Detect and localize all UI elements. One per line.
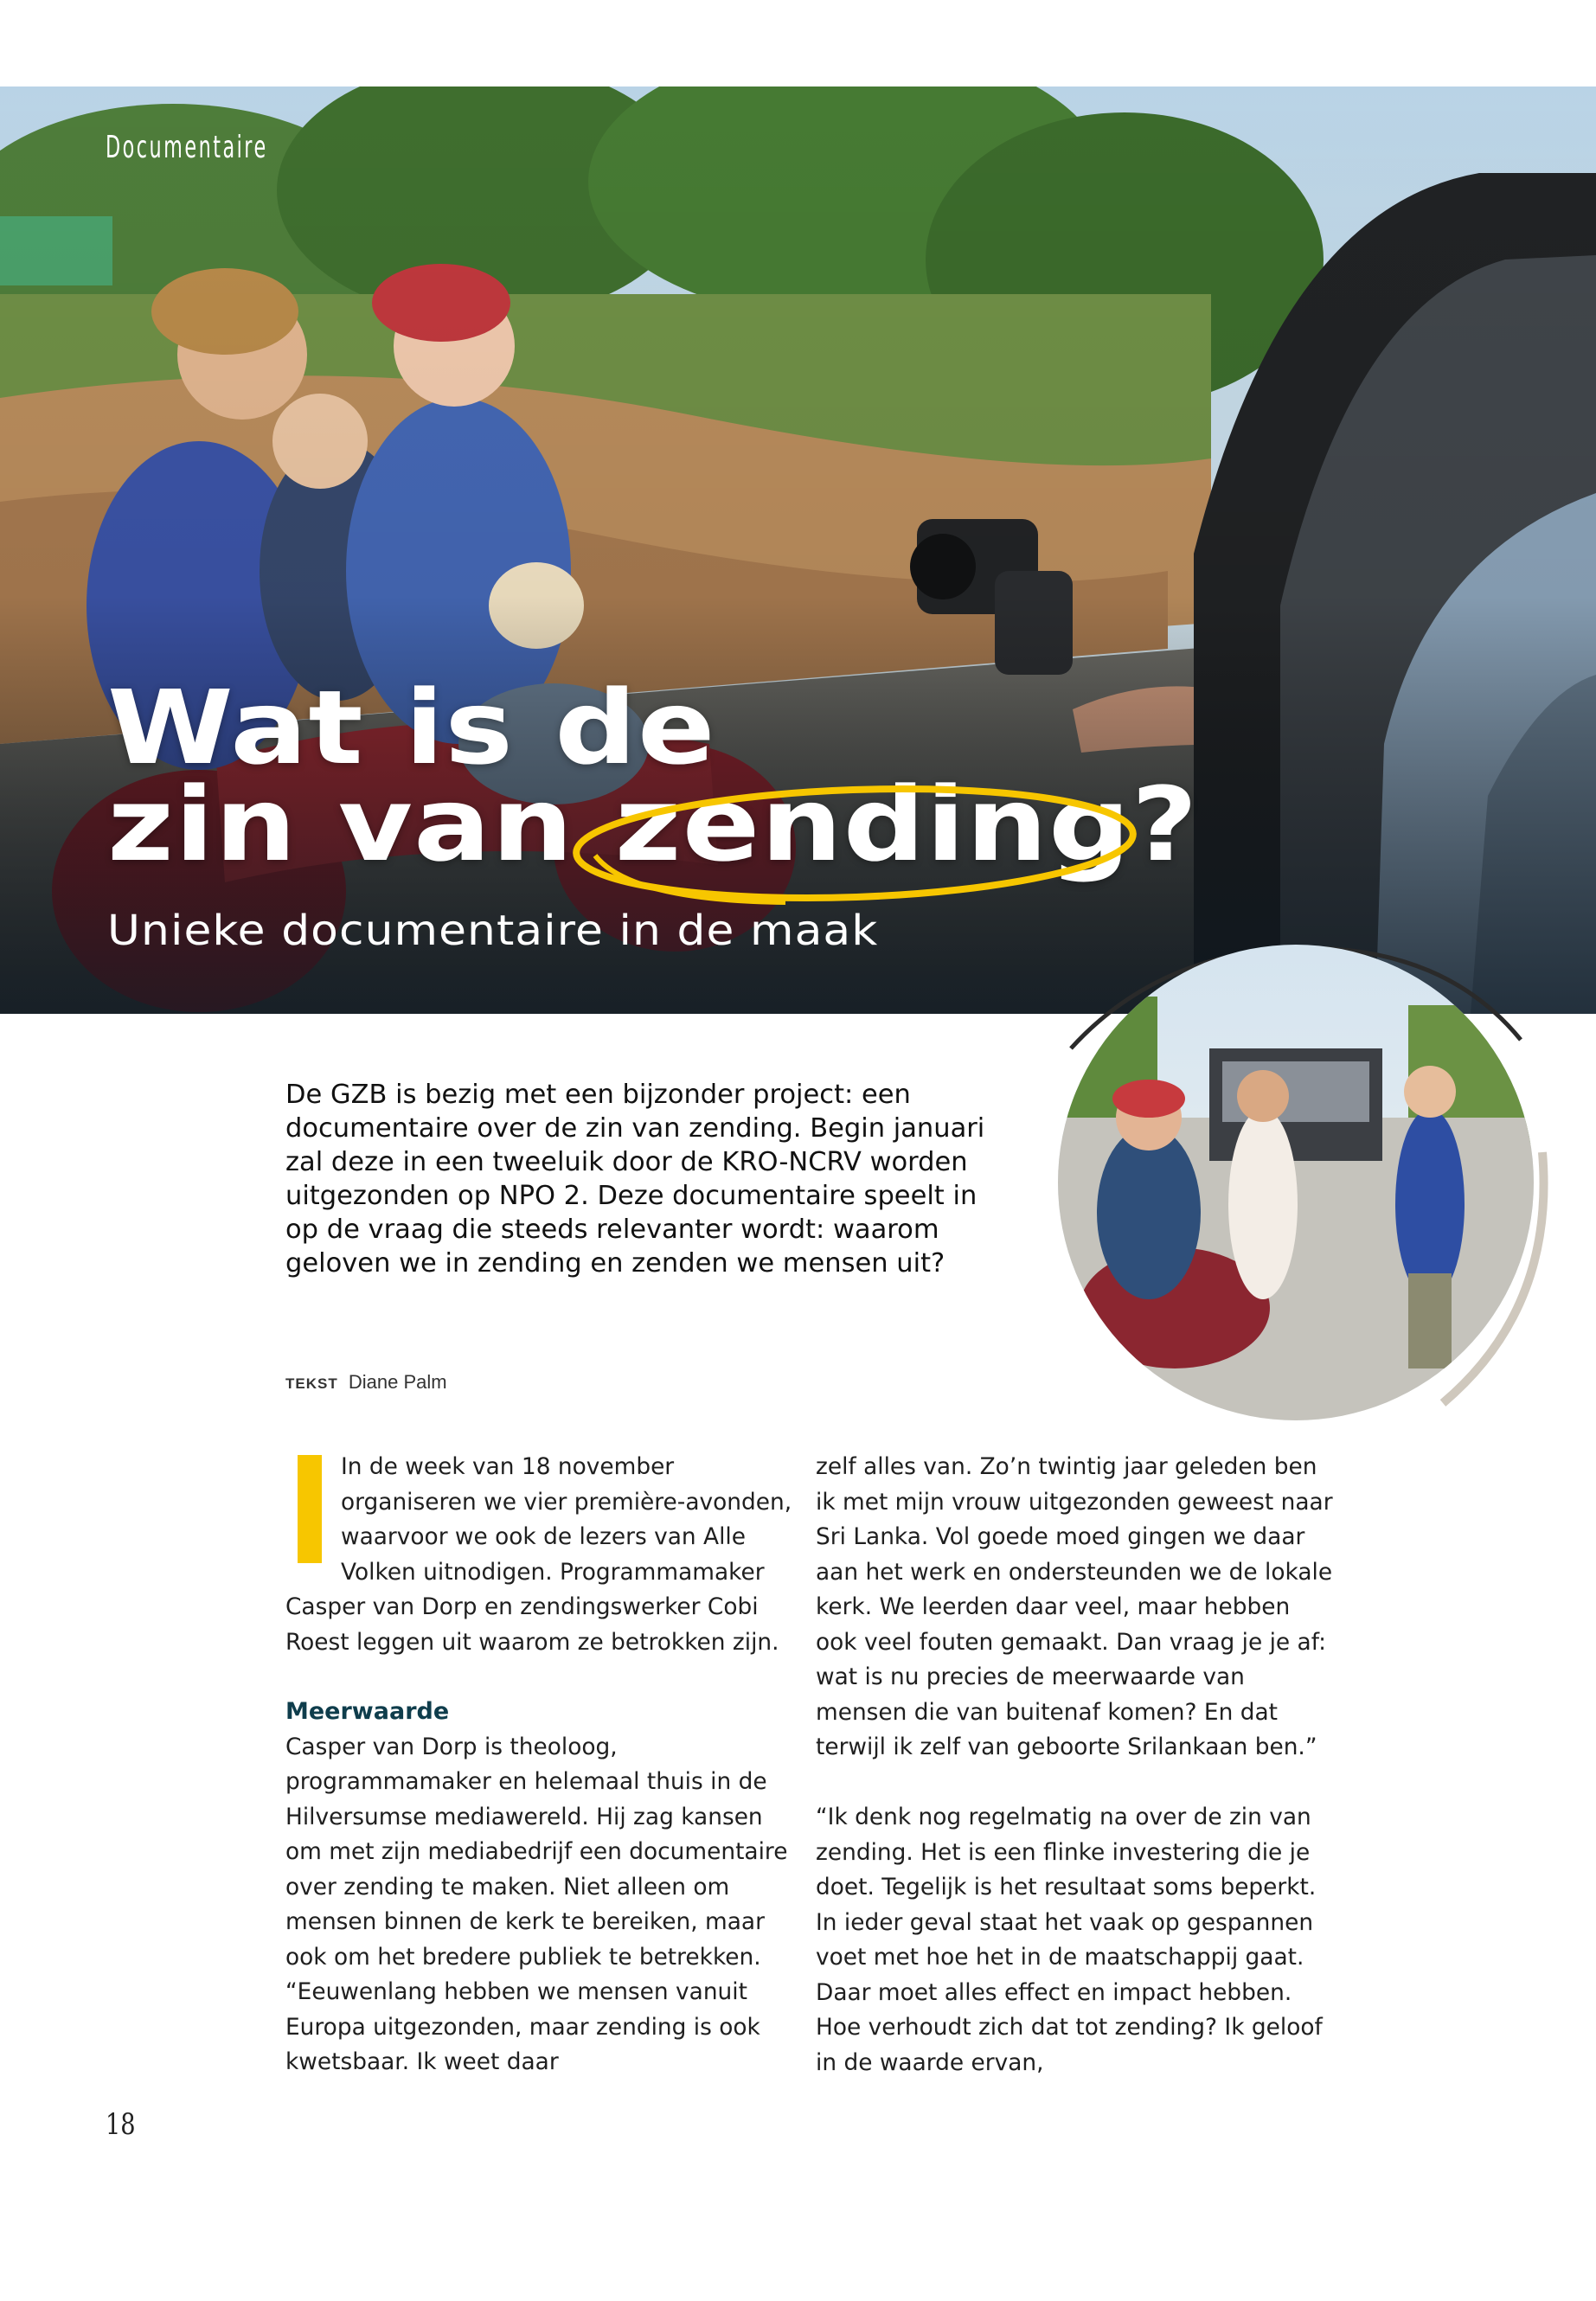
credit [285, 1371, 447, 1394]
body-paragraph: “Ik denk nog regelmatig na over de zin van zending. Het is een flinke investering die je doet. Tegelijk is het resultaat soms beperkt. In ieder geval staat het vaak op gespannen voet met hoe het in de maatschappij gaat. Daar moet alles effect en impact hebben. Hoe verhoudt zich dat tot zending? Ik geloof in de waarde ervan, [816, 1804, 1323, 2076]
dropcap-bar [298, 1455, 322, 1563]
section-tag: Documentaire [106, 130, 268, 165]
paragraph-gap [816, 1766, 1335, 1801]
page-number: 18 [106, 2107, 136, 2142]
intro-paragraph: De GZB is bezig met een bijzonder project: een documentaire over de zin van zending. Begin januari zal deze in een tweeluik door de KRO-NCRV worden uitgezonden op NPO 2. Deze documentaire speelt in op de vraag die steeds relevanter wordt: waarom geloven we in zending en zenden we mensen uit? [285, 1080, 985, 1279]
section-subhead: Meerwaarde [285, 1698, 450, 1725]
body-paragraph: In de week van 18 november organiseren we vier première-avonden, waarvoor we ook de lezers van Alle Volken uitnodigen. Programmamaker Casper van Dorp en zendingswerker Cobi Roest leggen uit waarom ze betrokken zijn. [285, 1453, 792, 1656]
inset-photo [1036, 945, 1564, 1429]
body-paragraph: Casper van Dorp is theoloog, programmamaker en helemaal thuis in de Hilversumse mediawereld. Hij zag kansen om met zijn mediabedrijf een documentaire over zending te maken. Niet alleen om mensen binnen de kerk te bereiken, maar ook om het bredere publiek te betrekken. “Eeuwenlang hebben we mensen vanuit Europa uitgezonden, maar zending is ook kwetsbaar. Ik weet daar [285, 1733, 788, 2075]
headline-line-2: zin van zending? [107, 765, 1199, 884]
inset-photo-scene [1036, 945, 1564, 1429]
headline-line-1: Wat is de [107, 668, 716, 787]
body-column-left [285, 1450, 804, 2080]
body-paragraph: zelf alles van. Zo’n twintig jaar geleden ben ik met mijn vrouw uitgezonden geweest naar Sri Lanka. Vol goede moed gingen we daar aan het werk en ondersteunden we de lokale kerk. We leerden daar veel, maar hebben ook veel fouten gemaakt. Dan vraag je je af: wat is nu precies de meerwaarde van mensen die van buitenaf komen? En dat terwijl ik zelf van geboorte Srilankaan ben.” [816, 1453, 1333, 1760]
subheadline: Unieke documentaire in de maak [107, 907, 879, 955]
credit-author: Diane Palm [348, 1371, 447, 1393]
body-column-right [816, 1450, 1335, 2080]
credit-label: TEKST [285, 1375, 338, 1392]
headline [107, 668, 1199, 884]
